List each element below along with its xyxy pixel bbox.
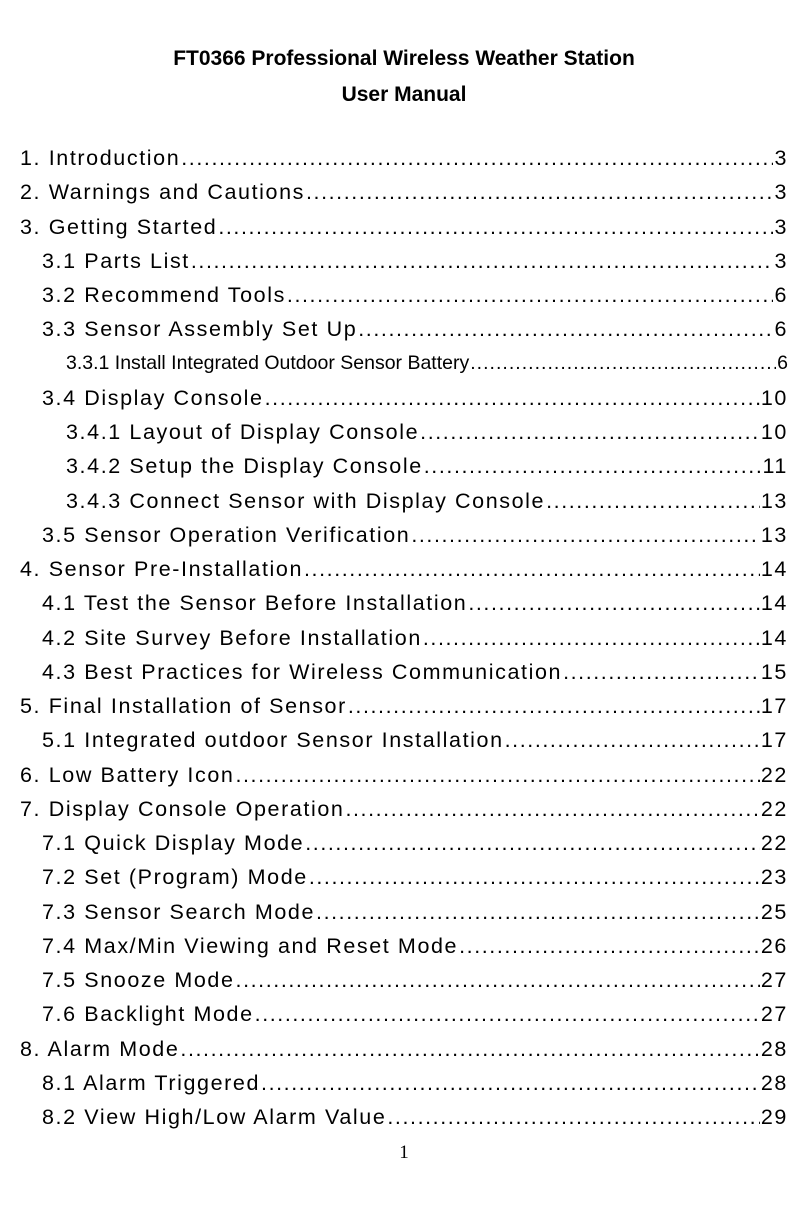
toc-dot-leader bbox=[387, 1105, 759, 1130]
toc-entry-title: 3.3.1 Install Integrated Outdoor Sensor Battery bbox=[66, 351, 470, 374]
toc-entry-7-5[interactable] bbox=[0, 968, 808, 1002]
toc-entry-page: 3 bbox=[774, 214, 788, 239]
toc-entry-title: 4.3 Best Practices for Wireless Communication bbox=[42, 659, 563, 684]
toc-entry-page: 10 bbox=[760, 420, 788, 444]
toc-entry-8-2[interactable] bbox=[0, 1105, 808, 1139]
toc-entry-7-3[interactable] bbox=[0, 900, 808, 934]
toc-entry-page: 13 bbox=[760, 488, 788, 513]
toc-entry-page: 3 bbox=[774, 248, 788, 273]
toc-dot-leader bbox=[235, 763, 759, 788]
toc-entry-page: 6 bbox=[774, 317, 788, 342]
toc-dot-leader bbox=[411, 523, 760, 548]
toc-entry-page: 15 bbox=[760, 659, 788, 684]
toc-entry-title: 5. Final Installation of Sensor bbox=[20, 694, 347, 718]
page-number: 1 bbox=[399, 1142, 409, 1163]
toc-entry-title: 2. Warnings and Cautions bbox=[20, 180, 305, 205]
toc-dot-leader bbox=[358, 317, 773, 342]
toc-entry-4-3[interactable] bbox=[0, 660, 808, 694]
toc-entry-title: 8. Alarm Mode bbox=[20, 1036, 180, 1061]
toc-dot-leader bbox=[255, 1002, 760, 1027]
toc-entry-title: 3.4.1 Layout of Display Console bbox=[66, 420, 420, 444]
toc-entry-page: 23 bbox=[760, 865, 788, 890]
toc-entry-page: 3 bbox=[774, 146, 788, 170]
toc-entry-title: 3.4.3 Connect Sensor with Display Console bbox=[66, 488, 546, 513]
toc-entry-2[interactable] bbox=[0, 180, 808, 214]
toc-entry-7[interactable] bbox=[0, 797, 808, 831]
toc-entry-page: 3 bbox=[774, 180, 788, 205]
toc-entry-title: 8.2 View High/Low Alarm Value bbox=[42, 1105, 387, 1129]
toc-entry-5-1[interactable] bbox=[0, 728, 808, 762]
table-of-contents bbox=[0, 146, 808, 1139]
toc-entry-page: 17 bbox=[760, 728, 788, 753]
toc-entry-3-4-2[interactable] bbox=[0, 454, 808, 488]
toc-entry-page: 28 bbox=[760, 1036, 788, 1061]
toc-entry-page: 6 bbox=[777, 351, 788, 374]
toc-entry-title: 7. Display Console Operation bbox=[20, 796, 345, 821]
toc-entry-page: 13 bbox=[760, 522, 788, 547]
toc-entry-title: 1. Introduction bbox=[20, 146, 181, 170]
document-subtitle: User Manual bbox=[341, 83, 467, 106]
toc-entry-8[interactable] bbox=[0, 1037, 808, 1071]
toc-entry-title: 8.1 Alarm Triggered bbox=[42, 1070, 261, 1095]
toc-entry-title: 3.4.2 Setup the Display Console bbox=[66, 454, 423, 479]
toc-entry-title: 3. Getting Started bbox=[20, 214, 218, 239]
toc-entry-page: 25 bbox=[760, 899, 788, 924]
toc-entry-1[interactable] bbox=[0, 146, 808, 180]
toc-entry-page: 22 bbox=[760, 796, 788, 821]
toc-dot-leader bbox=[180, 1037, 759, 1062]
toc-entry-page: 26 bbox=[760, 933, 788, 958]
toc-dot-leader bbox=[304, 557, 760, 582]
toc-entry-title: 4.1 Test the Sensor Before Installation bbox=[42, 591, 468, 616]
toc-entry-3-4[interactable] bbox=[0, 386, 808, 420]
toc-dot-leader bbox=[316, 900, 760, 925]
toc-dot-leader bbox=[470, 352, 776, 375]
toc-dot-leader bbox=[218, 215, 773, 240]
toc-dot-leader bbox=[348, 694, 760, 719]
toc-dot-leader bbox=[309, 865, 760, 890]
toc-entry-7-2[interactable] bbox=[0, 865, 808, 899]
toc-entry-title: 4.2 Site Survey Before Installation bbox=[42, 625, 422, 650]
toc-entry-title: 6. Low Battery Icon bbox=[20, 762, 235, 787]
toc-entry-page: 22 bbox=[760, 762, 788, 787]
toc-entry-3-4-3[interactable] bbox=[0, 489, 808, 523]
toc-entry-page: 6 bbox=[774, 283, 788, 307]
toc-entry-title: 3.1 Parts List bbox=[42, 248, 190, 273]
toc-entry-4-2[interactable] bbox=[0, 626, 808, 660]
toc-dot-leader bbox=[191, 249, 774, 274]
toc-entry-3-2[interactable] bbox=[0, 283, 808, 317]
toc-entry-title: 7.1 Quick Display Mode bbox=[42, 831, 305, 855]
toc-entry-title: 7.3 Sensor Search Mode bbox=[42, 899, 316, 924]
toc-entry-title: 3.4 Display Console bbox=[42, 385, 264, 410]
toc-entry-page: 10 bbox=[760, 385, 788, 410]
toc-entry-title: 5.1 Integrated outdoor Sensor Installation bbox=[42, 728, 504, 753]
toc-entry-page: 27 bbox=[760, 1002, 788, 1027]
toc-dot-leader bbox=[505, 728, 760, 753]
toc-entry-title: 3.2 Recommend Tools bbox=[42, 283, 286, 307]
toc-entry-title: 4. Sensor Pre-Installation bbox=[20, 557, 304, 581]
toc-dot-leader bbox=[181, 146, 773, 171]
toc-entry-7-1[interactable] bbox=[0, 831, 808, 865]
toc-entry-page: 27 bbox=[760, 968, 788, 992]
document-title: FT0366 Professional Wireless Weather Station bbox=[173, 47, 635, 70]
toc-entry-3-5[interactable] bbox=[0, 523, 808, 557]
toc-entry-3-1[interactable] bbox=[0, 249, 808, 283]
toc-dot-leader bbox=[306, 180, 773, 205]
toc-entry-title: 3.3 Sensor Assembly Set Up bbox=[42, 317, 358, 342]
toc-entry-page: 28 bbox=[760, 1070, 788, 1095]
toc-entry-page: 14 bbox=[760, 591, 788, 616]
toc-entry-5[interactable] bbox=[0, 694, 808, 728]
toc-entry-7-6[interactable] bbox=[0, 1002, 808, 1036]
toc-entry-title: 7.4 Max/Min Viewing and Reset Mode bbox=[42, 933, 459, 958]
toc-entry-3[interactable] bbox=[0, 215, 808, 249]
toc-entry-page: 14 bbox=[760, 557, 788, 581]
toc-dot-leader bbox=[305, 831, 760, 856]
toc-entry-page: 17 bbox=[760, 694, 788, 718]
toc-entry-page: 14 bbox=[760, 625, 788, 650]
toc-entry-page: 29 bbox=[760, 1105, 788, 1129]
toc-entry-title: 7.5 Snooze Mode bbox=[42, 968, 235, 992]
toc-dot-leader bbox=[236, 968, 760, 993]
toc-entry-title: 7.6 Backlight Mode bbox=[42, 1002, 254, 1027]
toc-dot-leader bbox=[459, 934, 760, 959]
toc-entry-title: 7.2 Set (Program) Mode bbox=[42, 865, 308, 890]
toc-entry-3-3-1[interactable] bbox=[0, 352, 808, 386]
toc-entry-page: 11 bbox=[762, 454, 788, 479]
toc-entry-7-4[interactable] bbox=[0, 934, 808, 968]
toc-dot-leader bbox=[420, 420, 760, 445]
toc-dot-leader bbox=[468, 591, 760, 616]
toc-dot-leader bbox=[546, 489, 760, 514]
toc-entry-8-1[interactable] bbox=[0, 1071, 808, 1105]
toc-entry-6[interactable] bbox=[0, 763, 808, 797]
toc-entry-page: 22 bbox=[760, 831, 788, 855]
toc-dot-leader bbox=[424, 454, 762, 479]
toc-entry-3-4-1[interactable] bbox=[0, 420, 808, 454]
toc-entry-4-1[interactable] bbox=[0, 591, 808, 625]
toc-dot-leader bbox=[261, 1071, 760, 1096]
toc-dot-leader bbox=[345, 797, 759, 822]
toc-entry-title: 3.5 Sensor Operation Verification bbox=[42, 522, 411, 547]
toc-entry-3-3[interactable] bbox=[0, 317, 808, 351]
toc-entry-4[interactable] bbox=[0, 557, 808, 591]
toc-dot-leader bbox=[423, 626, 760, 651]
toc-dot-leader bbox=[287, 283, 774, 308]
toc-dot-leader bbox=[563, 660, 760, 685]
toc-dot-leader bbox=[265, 386, 760, 411]
